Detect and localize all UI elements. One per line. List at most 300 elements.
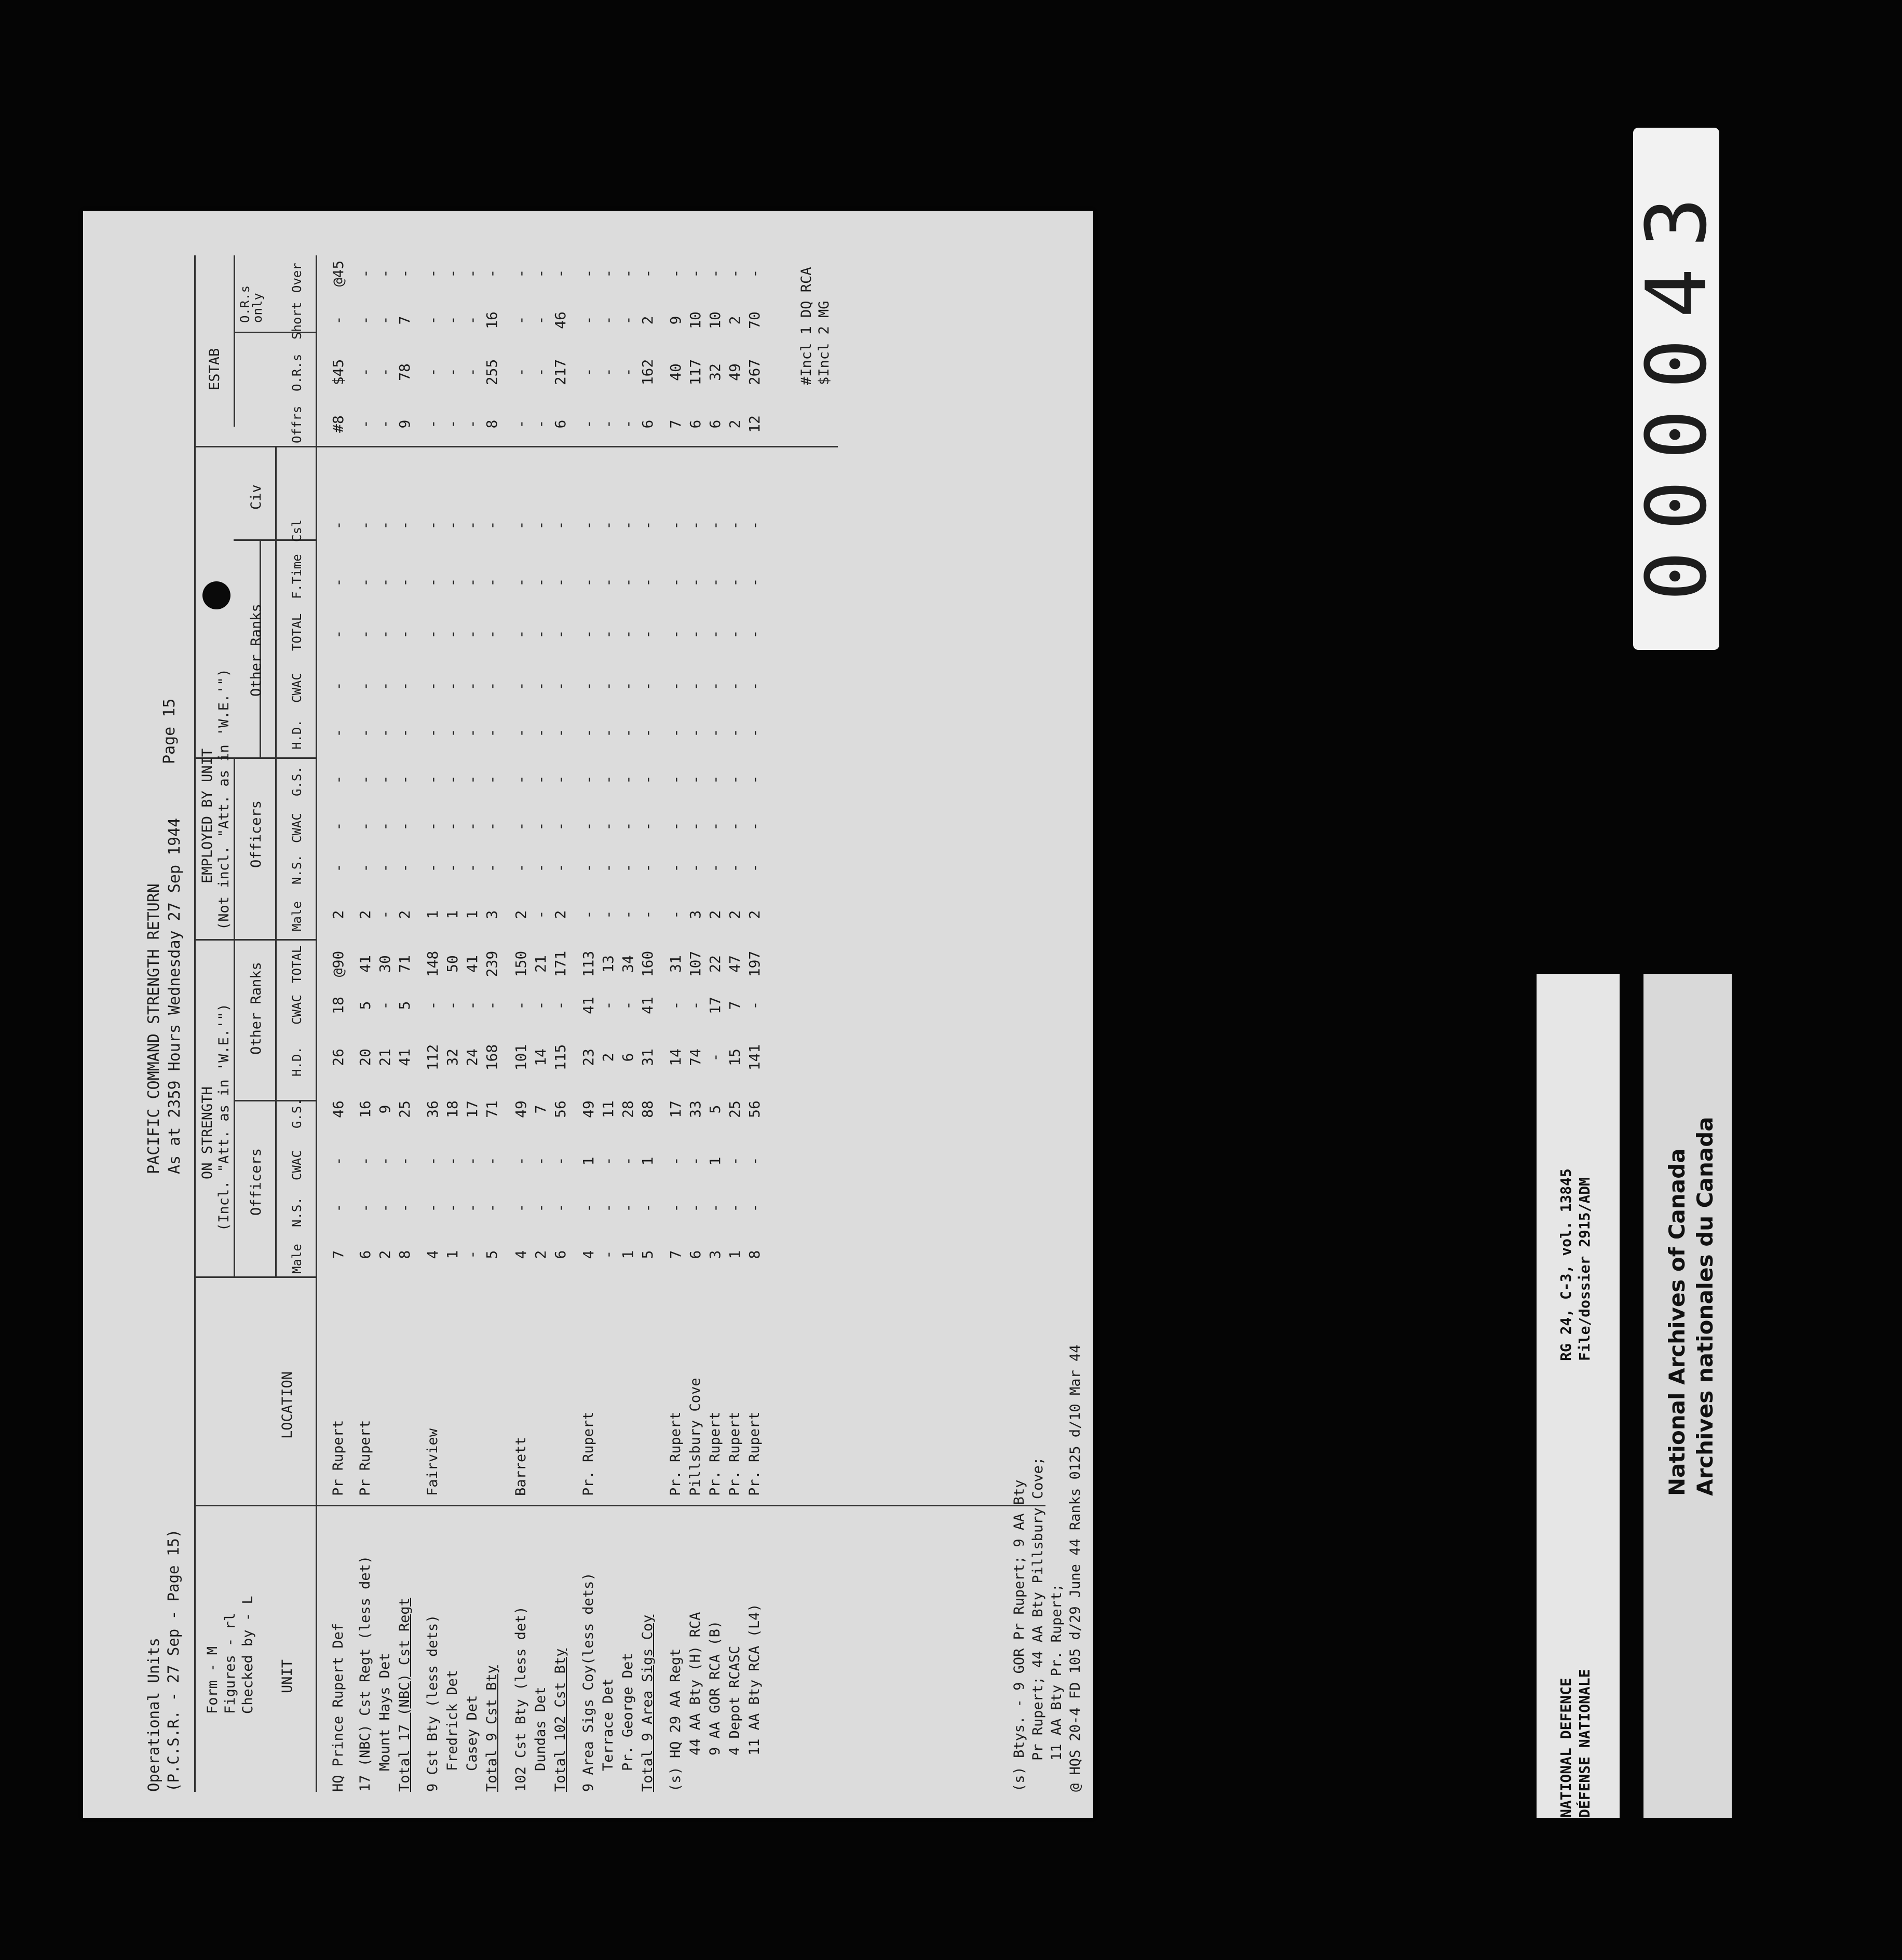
blank-dash: - (667, 822, 684, 831)
blank-dash: - (619, 775, 636, 784)
row-location: Pr. Rupert (580, 1411, 596, 1496)
blank-dash: - (483, 863, 500, 873)
table-cell: 2 (726, 419, 743, 429)
blank-dash: - (512, 775, 529, 784)
blank-dash: - (619, 682, 636, 691)
blank-dash: - (512, 863, 529, 873)
table-cell: 112 (424, 1044, 441, 1071)
table-cell: - (376, 419, 393, 429)
table-cell: - (552, 1001, 569, 1010)
table-cell: - (483, 1156, 500, 1166)
table-cell: - (512, 367, 529, 377)
blank-dash: - (580, 521, 597, 530)
blank-dash: - (687, 630, 704, 639)
table-cell: - (424, 1156, 441, 1166)
blank-dash: - (667, 578, 684, 587)
blank-dash: - (552, 822, 569, 831)
table-cell: - (376, 269, 393, 278)
blank-dash: - (600, 630, 617, 639)
table-cell: 26 (330, 1049, 347, 1066)
blank-dash: - (552, 728, 569, 738)
table-cell: 2 (639, 316, 656, 325)
table-cell: 6 (707, 419, 724, 429)
blank-dash: - (512, 578, 529, 587)
archives-line-2: Archives nationales du Canada (1692, 1117, 1718, 1496)
row-unit: Total 9 Area Sigs Coy (640, 1614, 656, 1792)
blank-dash: - (580, 775, 597, 784)
row-unit: Mount Hays Det (377, 1653, 393, 1771)
row-location: Pr. Rupert (668, 1411, 684, 1496)
table-cell: 1 (707, 1156, 724, 1166)
page-subtitle: As at 2359 Hours Wednesday 27 Sep 1944 (166, 818, 184, 1174)
checked-label: Checked by - L (240, 1596, 256, 1714)
table-cell: - (687, 1001, 704, 1010)
blank-dash: - (639, 521, 656, 530)
table-cell: 141 (746, 1044, 763, 1071)
table-cell: - (532, 1001, 549, 1010)
blank-dash: - (552, 863, 569, 873)
blank-dash: - (464, 822, 481, 831)
table-cell: 101 (512, 1044, 529, 1071)
blank-dash: - (464, 521, 481, 530)
table-cell: 2 (726, 910, 743, 919)
blank-dash: - (639, 863, 656, 873)
subheader: CWAC (290, 1150, 304, 1180)
ref-line-2: File/dossier 2915/ADM (1576, 1177, 1593, 1361)
table-cell: 14 (532, 1049, 549, 1066)
estab-footnote-2: $Incl 2 MG (816, 301, 832, 385)
blank-dash: - (330, 728, 347, 738)
blank-dash: - (330, 578, 347, 587)
table-cell: 2 (707, 910, 724, 919)
table-cell: 34 (619, 955, 636, 973)
table-cell: - (376, 1156, 393, 1166)
table-cell: - (600, 316, 617, 325)
blank-dash: - (667, 863, 684, 873)
blank-dash: - (532, 728, 549, 738)
table-cell: 1 (424, 910, 441, 919)
blank-dash: - (726, 822, 743, 831)
blank-dash: - (424, 822, 441, 831)
table-cell: 6 (357, 1250, 374, 1259)
table-cell: 31 (667, 955, 684, 973)
table-cell: 4 (512, 1250, 529, 1259)
blank-dash: - (424, 578, 441, 587)
table-cell: 88 (639, 1100, 656, 1118)
subheader: CWAC (290, 995, 304, 1025)
row-location: Pr. Rupert (727, 1411, 743, 1496)
table-cell: 6 (552, 1250, 569, 1259)
table-cell: 32 (707, 363, 724, 381)
blank-dash: - (376, 728, 393, 738)
blank-dash: - (687, 521, 704, 530)
archives-label (1643, 974, 1732, 1818)
table-cell: - (376, 1203, 393, 1213)
table-cell: 8 (483, 419, 500, 429)
blank-dash: - (330, 630, 347, 639)
blank-dash: - (424, 630, 441, 639)
blank-dash: - (746, 682, 763, 691)
table-cell: - (687, 1203, 704, 1213)
table-cell: - (464, 367, 481, 377)
figures-label: Figures - rl (222, 1612, 238, 1714)
blank-dash: - (667, 728, 684, 738)
blank-dash: - (424, 775, 441, 784)
footnote-1: (s) Btys. - 9 GOR Pr Rupert; 9 AA Bty (1011, 1479, 1027, 1792)
table-cell: - (687, 269, 704, 278)
table-cell: - (357, 1156, 374, 1166)
blank-dash: - (707, 728, 724, 738)
table-cell: - (512, 316, 529, 325)
blank-dash: - (532, 822, 549, 831)
table-cell: - (444, 419, 461, 429)
table-cell: 17 (707, 997, 724, 1014)
table-cell: 8 (746, 1250, 763, 1259)
table-cell: 2 (746, 910, 763, 919)
blank-dash: - (687, 863, 704, 873)
blank-dash: - (376, 822, 393, 831)
archives-line-1: National Archives of Canada (1664, 1148, 1690, 1496)
blank-dash: - (424, 863, 441, 873)
table-cell: 255 (483, 359, 500, 386)
table-cell: 1 (619, 1250, 636, 1259)
blank-dash: - (330, 863, 347, 873)
blank-dash: - (619, 728, 636, 738)
table-cell: 4 (424, 1250, 441, 1259)
blank-dash: - (580, 682, 597, 691)
table-cell: - (330, 1156, 347, 1166)
table-cell: 2 (600, 1053, 617, 1062)
row-unit: 4 Depot RCASC (727, 1645, 743, 1755)
estab-footnote-1: #Incl 1 DQ RCA (798, 267, 814, 385)
blank-dash: - (444, 728, 461, 738)
table-cell: - (600, 1001, 617, 1010)
table-cell: - (357, 367, 374, 377)
row-location: Pillsbury Cove (687, 1378, 703, 1496)
blank-dash: - (667, 521, 684, 530)
blank-dash: - (357, 578, 374, 587)
row-unit: 11 AA Bty RCA (L4) (746, 1603, 763, 1755)
table-cell: - (726, 1156, 743, 1166)
table-cell: - (424, 269, 441, 278)
table-cell: 11 (600, 1100, 617, 1118)
table-cell: - (667, 910, 684, 919)
blank-dash: - (746, 578, 763, 587)
table-cell: - (707, 1203, 724, 1213)
table-cell: 56 (552, 1100, 569, 1118)
subheader: N.S. (290, 1197, 304, 1227)
table-cell: - (580, 367, 597, 377)
table-cell: 17 (667, 1100, 684, 1118)
table-cell: 50 (444, 955, 461, 973)
table-cell: - (424, 1001, 441, 1010)
table-cell: 56 (746, 1100, 763, 1118)
table-cell: - (600, 1203, 617, 1213)
table-cell: - (619, 316, 636, 325)
table-cell: 1 (639, 1156, 656, 1166)
table-cell: - (396, 1156, 413, 1166)
footnote-4: @ HQS 20-4 FD 105 d/29 June 44 Ranks 0125 d/10 Mar 44 (1067, 1344, 1083, 1792)
table-cell: 115 (552, 1044, 569, 1071)
subheader: F.Time (290, 554, 304, 599)
table-cell: - (376, 1001, 393, 1010)
blank-dash: - (552, 578, 569, 587)
defence-line-2: DÉFENSE NATIONALE (1576, 1669, 1593, 1818)
blank-dash: - (726, 728, 743, 738)
table-cell: - (444, 269, 461, 278)
subheader: Offrs (290, 405, 304, 443)
table-cell: 162 (639, 359, 656, 386)
table-cell: #8 (330, 415, 347, 433)
blank-dash: - (726, 578, 743, 587)
blank-dash: - (707, 578, 724, 587)
blank-dash: - (330, 775, 347, 784)
blank-dash: - (357, 630, 374, 639)
blank-dash: - (483, 578, 500, 587)
table-cell: 47 (726, 955, 743, 973)
blank-dash: - (746, 521, 763, 530)
table-cell: 239 (483, 950, 500, 977)
row-location: Fairview (425, 1428, 441, 1496)
col-employed: EMPLOYED BY UNIT (199, 748, 215, 883)
table-cell: 217 (552, 359, 569, 386)
table-cell: - (483, 269, 500, 278)
blank-dash: - (580, 822, 597, 831)
blank-dash: - (483, 630, 500, 639)
table-cell: 46 (552, 311, 569, 329)
table-cell: 17 (464, 1100, 481, 1118)
table-cell: - (512, 1156, 529, 1166)
blank-dash: - (639, 578, 656, 587)
table-cell: - (357, 316, 374, 325)
blank-dash: - (444, 822, 461, 831)
table-cell: 160 (639, 950, 656, 977)
blank-dash: - (667, 630, 684, 639)
blank-dash: - (580, 578, 597, 587)
blank-dash: - (444, 863, 461, 873)
table-cell: - (552, 1156, 569, 1166)
table-cell: - (707, 1053, 724, 1062)
table-cell: - (746, 269, 763, 278)
table-cell: 21 (376, 1049, 393, 1066)
table-cell: 3 (707, 1250, 724, 1259)
blank-dash: - (580, 728, 597, 738)
table-cell: 1 (726, 1250, 743, 1259)
table-cell: 7 (396, 316, 413, 325)
blank-dash: - (330, 682, 347, 691)
page-title: PACIFIC COMMAND STRENGTH RETURN (145, 883, 163, 1174)
subheader: Male (290, 901, 304, 931)
row-unit: Terrace Det (600, 1678, 616, 1771)
table-cell: 117 (687, 359, 704, 386)
subheader: G.S. (290, 766, 304, 796)
blank-dash: - (512, 630, 529, 639)
table-cell: 25 (396, 1100, 413, 1118)
blank-dash: - (707, 682, 724, 691)
blank-dash: - (619, 630, 636, 639)
table-cell: - (619, 269, 636, 278)
blank-dash: - (376, 630, 393, 639)
table-cell: - (532, 910, 549, 919)
table-cell: - (464, 316, 481, 325)
strength-return-table (83, 211, 1093, 1818)
table-cell: 7 (667, 1250, 684, 1259)
blank-dash: - (512, 822, 529, 831)
table-cell: - (532, 419, 549, 429)
table-cell: - (726, 1203, 743, 1213)
blank-dash: - (600, 863, 617, 873)
subheader: CWAC (290, 673, 304, 703)
table-cell: - (619, 910, 636, 919)
header-left-2: (P.C.S.R. - 27 Sep - Page 15) (165, 1529, 182, 1792)
blank-dash: - (619, 822, 636, 831)
row-unit: Total 17 (NBC) Cst Regt (397, 1598, 413, 1792)
table-cell: 9 (667, 316, 684, 325)
blank-dash: - (746, 863, 763, 873)
table-cell: 5 (396, 1001, 413, 1010)
table-cell: 3 (687, 910, 704, 919)
blank-dash: - (687, 728, 704, 738)
blank-dash: - (639, 630, 656, 639)
blank-dash: - (376, 863, 393, 873)
blank-dash: - (746, 630, 763, 639)
col-unit: UNIT (279, 1659, 295, 1693)
blank-dash: - (330, 521, 347, 530)
table-cell: - (580, 419, 597, 429)
table-cell: 33 (687, 1100, 704, 1118)
table-cell: 1 (464, 910, 481, 919)
blank-dash: - (396, 578, 413, 587)
blank-dash: - (424, 521, 441, 530)
table-cell: 71 (396, 955, 413, 973)
table-cell: - (580, 316, 597, 325)
blank-dash: - (424, 682, 441, 691)
blank-dash: - (707, 863, 724, 873)
row-location: Pr Rupert (330, 1420, 346, 1496)
col-os-other-ranks: Other Ranks (248, 962, 264, 1055)
table-cell: 49 (580, 1100, 597, 1118)
blank-dash: - (552, 775, 569, 784)
table-cell: - (424, 419, 441, 429)
subheader: N.S. (290, 854, 304, 884)
blank-dash: - (464, 863, 481, 873)
table-cell: - (639, 1203, 656, 1213)
blank-dash: - (444, 775, 461, 784)
blank-dash: - (532, 775, 549, 784)
table-cell: - (746, 1156, 763, 1166)
footnote-3: 11 AA Bty Pr. Rupert; (1049, 1583, 1065, 1761)
frame-number-stamp (1627, 128, 1725, 650)
table-cell: - (600, 1156, 617, 1166)
blank-dash: - (600, 775, 617, 784)
table-cell: 41 (464, 955, 481, 973)
table-cell: 40 (667, 363, 684, 381)
row-unit: HQ Prince Rupert Def (330, 1623, 346, 1792)
table-cell: - (619, 367, 636, 377)
col-estab: ESTAB (207, 348, 223, 390)
table-cell: - (483, 1203, 500, 1213)
blank-dash: - (639, 728, 656, 738)
subheader: Male (290, 1244, 304, 1274)
subheader: TOTAL (290, 945, 304, 983)
blank-dash: - (726, 863, 743, 873)
table-cell: - (483, 1001, 500, 1010)
table-cell: 2 (512, 910, 529, 919)
table-cell: 15 (726, 1049, 743, 1066)
table-cell: - (424, 316, 441, 325)
table-cell: 22 (707, 955, 724, 973)
table-cell: 70 (746, 311, 763, 329)
table-cell: - (424, 1203, 441, 1213)
footnote-2: Pr Rupert; 44 AA Bty Pillsbury Cove; (1030, 1457, 1046, 1761)
blank-dash: - (396, 863, 413, 873)
table-cell: - (512, 419, 529, 429)
col-ors-only: O.R.s only (238, 285, 265, 323)
table-cell: - (357, 419, 374, 429)
table-cell: 49 (726, 363, 743, 381)
blank-dash: - (619, 863, 636, 873)
blank-dash: - (464, 682, 481, 691)
table-cell: 30 (376, 955, 393, 973)
table-cell: - (746, 1001, 763, 1010)
blank-dash: - (357, 682, 374, 691)
table-cell: - (444, 316, 461, 325)
page-number: Page 15 (160, 698, 179, 764)
table-cell: 71 (483, 1100, 500, 1118)
col-on-strength-sub: (Incl. "Att. as in 'W.E.'") (216, 1003, 232, 1231)
table-cell: - (580, 1203, 597, 1213)
table-cell: @45 (330, 260, 347, 287)
blank-dash: - (707, 630, 724, 639)
subheader: H.D. (290, 1046, 304, 1077)
blank-dash: - (376, 775, 393, 784)
row-location: Pr. Rupert (746, 1411, 763, 1496)
table-cell: 6 (552, 419, 569, 429)
table-cell: - (600, 1250, 617, 1259)
table-cell: - (707, 269, 724, 278)
table-cell: 10 (687, 311, 704, 329)
table-cell: - (639, 910, 656, 919)
table-cell: - (444, 367, 461, 377)
table-cell: - (600, 419, 617, 429)
table-cell: - (532, 316, 549, 325)
table-cell: - (687, 1156, 704, 1166)
blank-dash: - (687, 578, 704, 587)
blank-dash: - (464, 630, 481, 639)
table-cell: 41 (580, 997, 597, 1014)
table-cell: 31 (639, 1049, 656, 1066)
blank-dash: - (552, 630, 569, 639)
table-cell: - (667, 1203, 684, 1213)
blank-dash: - (600, 728, 617, 738)
blank-dash: - (687, 682, 704, 691)
table-cell: 148 (424, 950, 441, 977)
col-os-officers: Officers (248, 1148, 264, 1216)
blank-dash: - (357, 822, 374, 831)
table-cell: 2 (376, 1250, 393, 1259)
blank-dash: - (600, 682, 617, 691)
form-label: Form - M (205, 1646, 221, 1714)
table-cell: - (619, 1203, 636, 1213)
col-employed-sub: (Not incl. "Att. as in 'W.E.'") (216, 669, 232, 930)
blank-dash: - (726, 775, 743, 784)
blank-dash: - (639, 822, 656, 831)
table-cell: 25 (726, 1100, 743, 1118)
col-civ: Civ (248, 484, 264, 510)
subheader: O.R.s (290, 353, 304, 391)
header-left-1: Operational Units (145, 1638, 162, 1792)
blank-dash: - (600, 521, 617, 530)
